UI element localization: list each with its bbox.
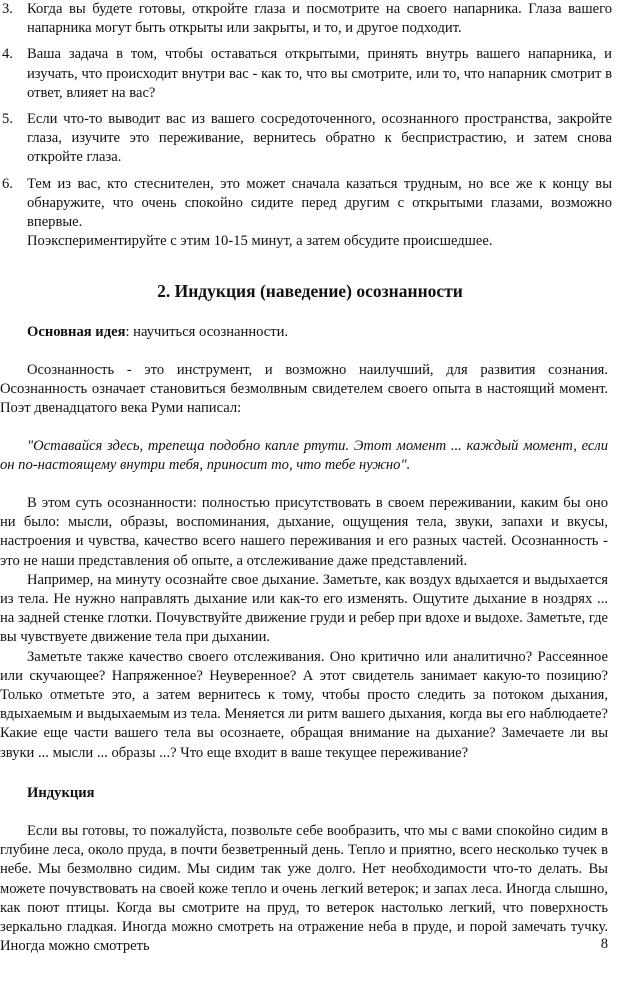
main-idea (0, 323, 608, 342)
rumi-quote (0, 437, 608, 475)
list-item (0, 0, 620, 38)
list-item-number: 6. (2, 175, 13, 192)
paragraph-2 (0, 494, 608, 763)
subheading-text: Индукция (27, 785, 95, 801)
list-item-text: Когда вы будете готовы, откройте глаза и посмотрите на своего напарника. Глаза вашего напарника могут быть открыты или закрыты, и то, и другое подходит. (27, 1, 612, 37)
list-item-number: 4. (2, 46, 13, 63)
quote-text: "Оставайся здесь, трепеща подобно капле ртути. Этот момент ... каждый момент, если он по-настоящему внутри тебя, приносит то, что тебе нужно". (0, 438, 608, 474)
induction-subheading (0, 784, 608, 803)
main-idea-label: Основная идея (27, 324, 126, 340)
paragraph-text: Например, на минуту осознайте свое дыхание. Заметьте, как воздух вдыхается и выдыхается из тела. Не нужно направлять дыхание или как-то его изменять. Ощутите дыхание в ноздрях ... на задней стенке глотки. Почувствуйте движение груди и ребер при вдохе и выдохе. Заметьте, где вы чувствуете движение тела при дыхании. (0, 571, 608, 646)
list-item-text: Тем из вас, кто стеснителен, это может сначала казаться трудным, но все же к концу вы обнаружите, что очень спокойно сидите перед другим с открытыми глазами, возможно впервые. (27, 175, 612, 231)
list-item (0, 110, 620, 168)
page-number: 8 (600, 936, 608, 952)
list-item-extra-text: Поэкспериментируйте с этим 10-15 минут, а затем обсудите происшедшее. (27, 233, 493, 250)
main-idea-text: : научиться осознанности. (125, 324, 289, 340)
list-item (0, 175, 620, 252)
paragraph-5 (0, 822, 608, 956)
paragraph-text: Заметьте также качество своего отслеживания. Оно критично или аналитично? Рассеянное или скучающее? Напряженное? Неуверенное? А этот свидетель занимает какую-то позицию? Только отметьте это, а затем вернитесь к тому, чтобы просто следить за потоком дыхания, вдыхаемым и выдыхаемым из тела. Меняется ли ритм вашего дыхания, когда вы его наблюдаете? Какие еще части вашего тела вы осознаете, обращая внимание на дыхание? Замечаете ли вы звуки ... мысли ... образы ...? Что еще входит в ваше текущее переживание? (0, 648, 608, 761)
list-item (0, 45, 620, 103)
list-item-number: 3. (2, 1, 13, 17)
paragraph-text: В этом суть осознанности: полностью присутствовать в своем переживании, каким бы оно ни было: мысли, образы, воспоминания, дыхание, ощущения тела, звуки, запахи и вкусы, настроения и чувства, качество всего нашего переживания и его разных частей. Осознанность - это не наши представления об опыте, а отслеживание даже представлений. (0, 495, 608, 569)
numbered-list (0, 0, 620, 251)
paragraph-text: Если вы готовы, то пожалуйста, позвольте себе вообразить, что мы с вами спокойно сидим в глубине леса, около пруда, в почти безветренный день. Тепло и приятно, всего несколько тучек в небе. Мы безмолвно сидим. Мы сидим так уже долго. Нет необходимости что-то делать. Вы можете почувствовать на своей коже тепло и очень легкий ветерок; и запах леса. Иногда слышно, как поют птицы. Когда вы смотрите на пруд, то ветерок настолько легкий, что поверхность зеркально гладкая. Иногда можно смотреть на отражение неба в пруде, и порой замечать тучку. Иногда можно смотреть (0, 823, 608, 955)
list-item-text: Ваша задача в том, чтобы оставаться открытыми, принять внутрь вашего напарника, и изучать, что происходит внутри вас - как то, что вы смотрите, или то, что напарник смотрит в ответ, влияет на вас? (27, 46, 612, 101)
list-item-number: 5. (2, 111, 13, 128)
paragraph-text: Осознанность - это инструмент, и возможно наилучший, для развития сознания. Осознанность означает становиться безмолвным свидетелем своего опыта в настоящий момент. Поэт двенадцатого века Руми написал: (0, 362, 608, 417)
section-heading: 2. Индукция (наведение) осознанности (157, 281, 463, 301)
paragraph-1 (0, 361, 608, 419)
list-item-text: Если что-то выводит вас из вашего сосредоточенного, осознанного пространства, закройте глаза, изучите это переживание, вернитесь обратно к беспристрастию, и затем снова откройте глаза. (27, 111, 612, 166)
